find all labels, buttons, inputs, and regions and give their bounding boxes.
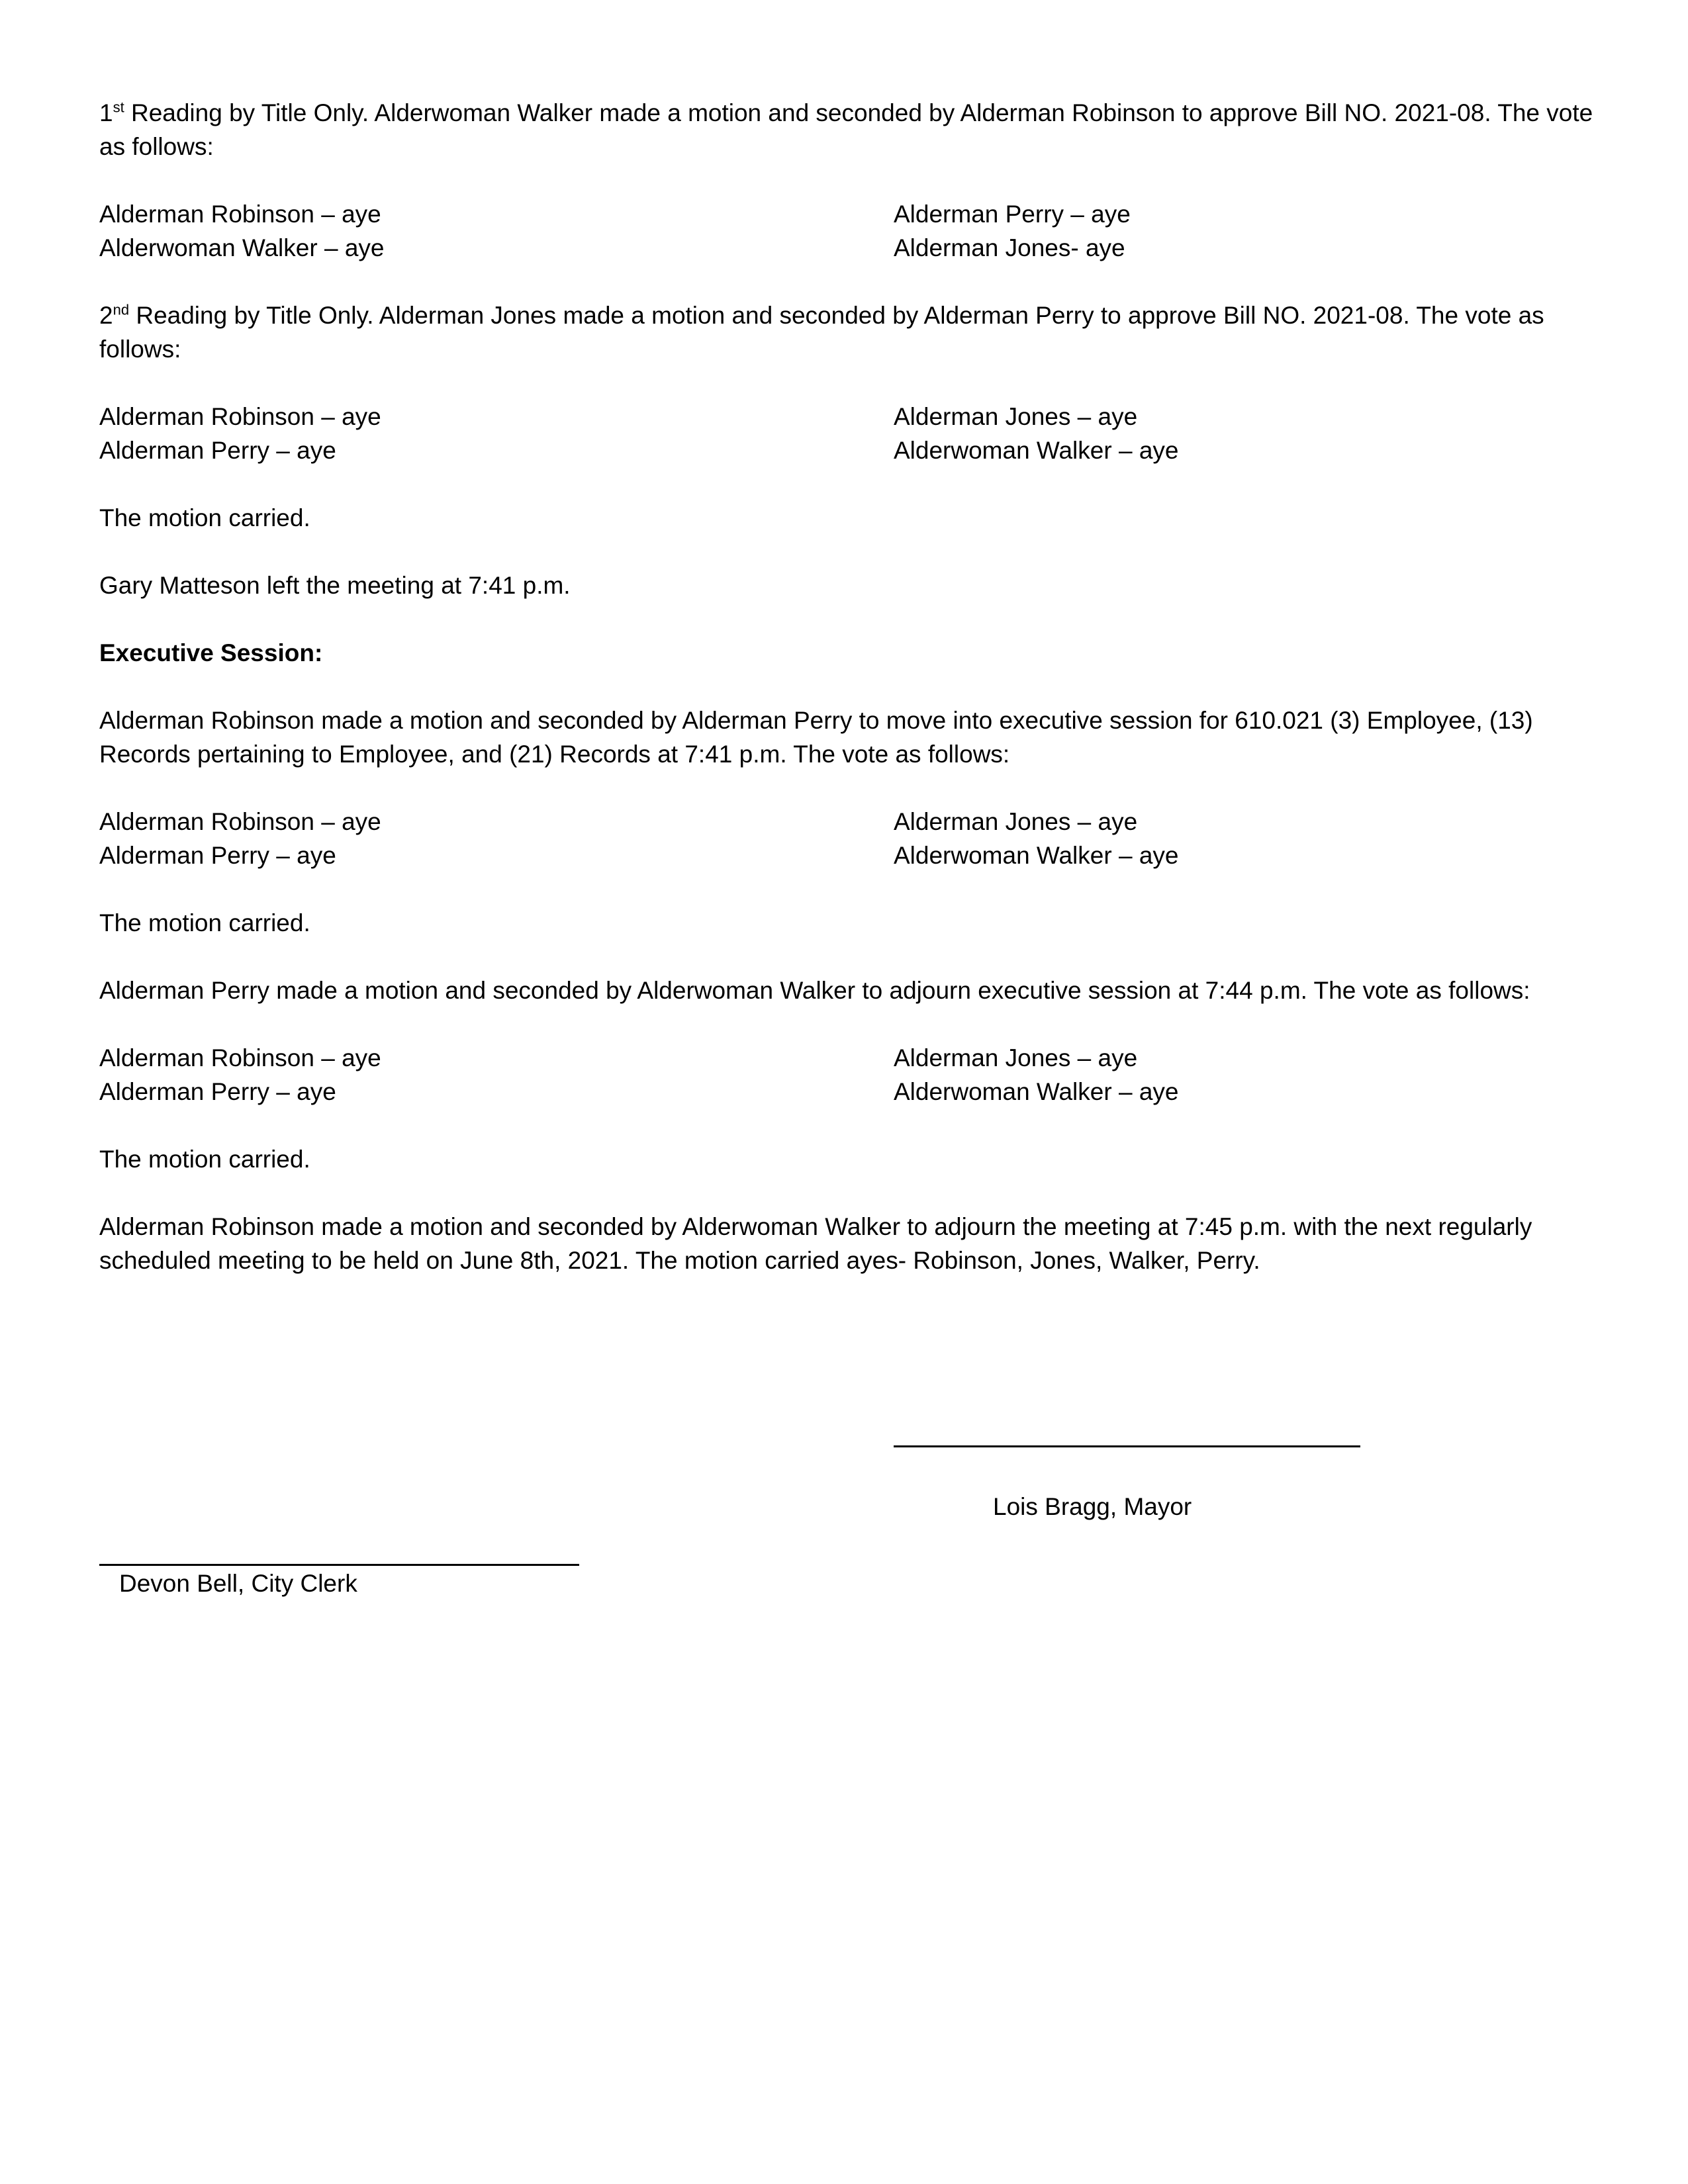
- second-reading-ordinal-suffix: nd: [113, 301, 130, 318]
- vote-entry: Alderman Perry – aye: [99, 842, 336, 869]
- adjourn-session-motion: Alderman Perry made a motion and seconded by Alderwoman Walker to adjourn executive session at 7:44 p.m. The vote as follows:: [99, 977, 1530, 1004]
- vote-entry: Alderman Robinson – aye: [99, 201, 381, 228]
- first-reading-paragraph: [99, 96, 1595, 163]
- first-reading-vote-list: [99, 197, 1595, 265]
- executive-session-result: The motion carried.: [99, 909, 310, 936]
- vote-entry: Alderman Perry – aye: [894, 201, 1131, 228]
- vote-entry: Alderman Jones – aye: [894, 403, 1138, 430]
- first-reading-ordinal-suffix: st: [113, 99, 124, 116]
- vote-entry: Alderman Jones – aye: [894, 808, 1138, 835]
- vote-entry: Alderman Perry – aye: [99, 437, 336, 464]
- executive-session-heading: Executive Session:: [99, 639, 323, 666]
- second-reading-vote-list: [99, 400, 1595, 467]
- second-reading-paragraph: [99, 298, 1595, 366]
- vote-entry: Alderman Robinson – aye: [99, 403, 381, 430]
- second-reading-ordinal: 2: [99, 302, 113, 329]
- mayor-signature-line: [894, 1445, 1360, 1447]
- executive-session-vote-list: [99, 805, 1595, 872]
- adjourn-session-vote-list: [99, 1041, 1595, 1109]
- departure-note: Gary Matteson left the meeting at 7:41 p.m.: [99, 572, 571, 599]
- clerk-signature-label: Devon Bell, City Clerk: [119, 1570, 357, 1597]
- first-reading-text: Reading by Title Only. Alderwoman Walker made a motion and seconded by Alderman Robinson to approve Bill NO. 2021-08. The vote as follows:: [99, 99, 1593, 160]
- clerk-signature-line: [99, 1564, 579, 1566]
- adjourn-session-result: The motion carried.: [99, 1146, 310, 1173]
- adjourn-meeting-paragraph: Alderman Robinson made a motion and seconded by Alderwoman Walker to adjourn the meeting at 7:45 p.m. with the next regularly scheduled meeting to be held on June 8th, 2021. The motion carried ayes- Robinson, Jones, Walker, Perry.: [99, 1213, 1532, 1274]
- mayor-signature-label: Lois Bragg, Mayor: [993, 1493, 1192, 1520]
- second-reading-result: The motion carried.: [99, 504, 310, 531]
- vote-entry: Alderwoman Walker – aye: [894, 1078, 1179, 1105]
- signature-block: [99, 1311, 1595, 1708]
- second-reading-text: Reading by Title Only. Alderman Jones made a motion and seconded by Alderman Perry to approve Bill NO. 2021-08. The vote as follows:: [99, 302, 1544, 363]
- vote-entry: Alderwoman Walker – aye: [894, 842, 1179, 869]
- document-page: [99, 96, 1595, 1708]
- first-reading-ordinal: 1: [99, 99, 113, 126]
- vote-entry: Alderman Jones- aye: [894, 234, 1125, 261]
- vote-entry: Alderman Jones – aye: [894, 1044, 1138, 1071]
- executive-session-motion: Alderman Robinson made a motion and seconded by Alderman Perry to move into executive session for 610.021 (3) Employee, (13) Records pertaining to Employee, and (21) Records at 7:41 p.m. The vote as follows:: [99, 707, 1533, 768]
- vote-entry: Alderman Perry – aye: [99, 1078, 336, 1105]
- vote-entry: Alderwoman Walker – aye: [99, 234, 385, 261]
- vote-entry: Alderman Robinson – aye: [99, 1044, 381, 1071]
- vote-entry: Alderwoman Walker – aye: [894, 437, 1179, 464]
- vote-entry: Alderman Robinson – aye: [99, 808, 381, 835]
